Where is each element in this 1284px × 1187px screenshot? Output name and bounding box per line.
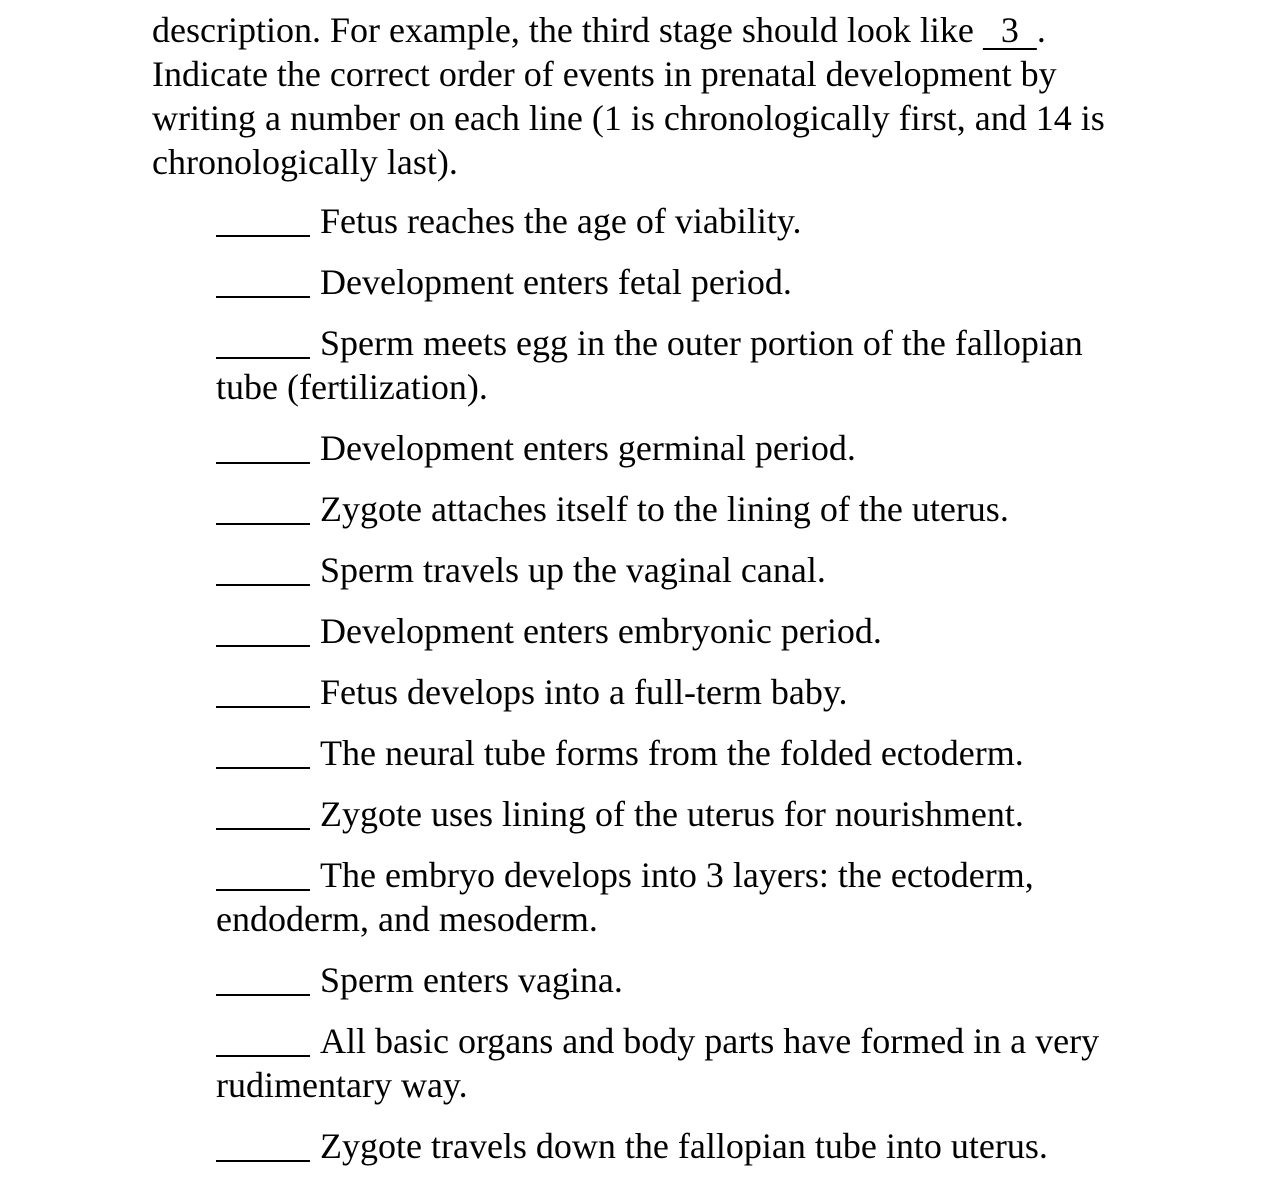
list-item <box>216 1118 1146 1168</box>
list-item <box>216 603 1146 653</box>
item-text: All basic organs and body parts have formed in a very rudimentary way. <box>216 1021 1100 1105</box>
item-text: The embryo develops into 3 layers: the ectoderm, endoderm, and mesoderm. <box>216 855 1034 939</box>
answer-blank[interactable] <box>216 1122 310 1162</box>
list-item <box>216 847 1146 941</box>
list-item <box>216 254 1146 304</box>
list-item <box>216 193 1146 243</box>
answer-blank[interactable] <box>216 668 310 708</box>
list-item <box>216 315 1146 409</box>
list-item <box>216 952 1146 1002</box>
item-text: Zygote uses lining of the uterus for nourishment. <box>320 794 1024 834</box>
answer-blank[interactable] <box>216 851 310 891</box>
answer-blank[interactable] <box>216 258 310 298</box>
list-item <box>216 786 1146 836</box>
answer-blank[interactable] <box>216 546 310 586</box>
answer-blank[interactable] <box>216 790 310 830</box>
item-text: Sperm enters vagina. <box>320 960 623 1000</box>
instructions-text-1: description. For example, the third stage should look like <box>152 10 983 50</box>
answer-blank[interactable] <box>216 729 310 769</box>
answer-blank[interactable] <box>216 319 310 359</box>
item-text: Fetus develops into a full-term baby. <box>320 672 848 712</box>
list-item <box>216 664 1146 714</box>
item-text: Development enters fetal period. <box>320 262 792 302</box>
item-text: Sperm travels up the vaginal canal. <box>320 550 826 590</box>
answer-blank[interactable] <box>216 607 310 647</box>
list-item <box>216 1013 1146 1107</box>
list-item <box>216 481 1146 531</box>
instructions-text-2: . Indicate the correct order of events in prenatal development by writing a number on each line (1 is chronologically first, and 14 is chronologically last). <box>152 10 1105 182</box>
instructions-paragraph <box>152 8 1152 184</box>
item-text: Zygote attaches itself to the lining of the uterus. <box>320 489 1009 529</box>
list-item <box>216 542 1146 592</box>
answer-blank[interactable] <box>216 485 310 525</box>
answer-blank[interactable] <box>216 424 310 464</box>
item-text: Development enters embryonic period. <box>320 611 882 651</box>
item-text: Development enters germinal period. <box>320 428 856 468</box>
answer-blank[interactable] <box>216 956 310 996</box>
item-text: Sperm meets egg in the outer portion of the fallopian tube (fertilization). <box>216 323 1083 407</box>
list-item <box>216 420 1146 470</box>
item-text: Zygote travels down the fallopian tube into uterus. <box>320 1126 1048 1166</box>
event-list <box>216 193 1146 1179</box>
list-item <box>216 725 1146 775</box>
answer-blank[interactable] <box>216 1017 310 1057</box>
answer-blank[interactable] <box>216 197 310 237</box>
item-text: The neural tube forms from the folded ectoderm. <box>320 733 1024 773</box>
example-answer: 3 <box>982 10 1037 50</box>
item-text: Fetus reaches the age of viability. <box>320 201 802 241</box>
